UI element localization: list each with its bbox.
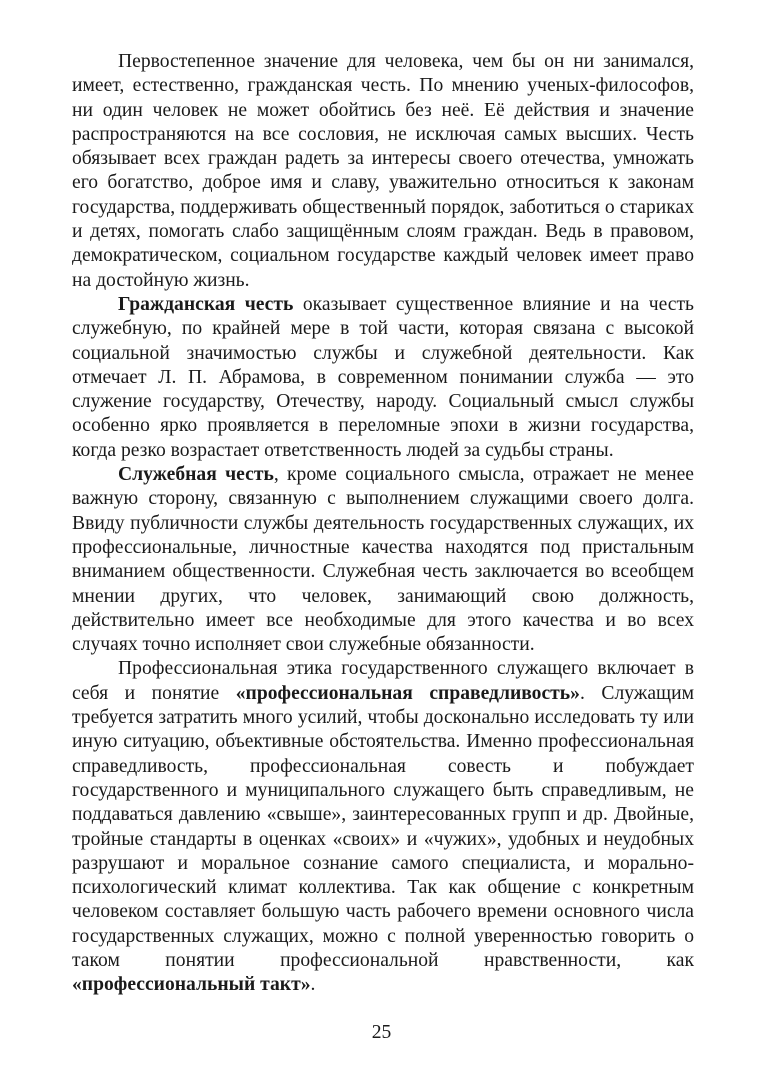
- paragraph-text: .: [310, 974, 316, 996]
- paragraph-text: . Служащим требуется затратить много усилий, чтобы досконально исследовать ту или иную ситуацию, объективные обстоятельства. Именно профессиональная справедливость, профессиональная совесть и побуждает государственного и муниципального служащего быть справедливым, не поддаваться давлению «свыше», заинтересованных групп и др. Двойные, тройные стандарты в оценках «своих» и «чужих», удобных и неудобных разрушают и моральное сознание самого специалиста, и морально-психологический климат коллектива. Так как общение с конкретным человеком составляет большую часть рабочего времени основного числа государственных служащих, можно с полной уверенностью говорить о таком понятии профессиональной нравственности, как: [72, 682, 694, 971]
- term-civic-honor: Гражданская честь: [118, 293, 294, 315]
- paragraph-text: , кроме социального смысла, отражает не менее важную сторону, связанную с выполнением служащими своего долга. Ввиду публичности службы деятельность государственных служащих, их профессиональные, личностные качества находятся под пристальным вниманием общественности. Служебная честь заключается во всеобщем мнении других, что человек, занимающий свою должность, действительно имеет все необходимые для этого качества и во всех случаях точно исполняет свои служебные обязанности.: [72, 464, 694, 656]
- paragraph-professional-justice: [72, 657, 694, 997]
- paragraph-civic-honor-intro: [72, 50, 694, 293]
- term-service-honor: Служебная честь: [118, 464, 274, 486]
- paragraph-text: оказывает существенное влияние и на честь служебную, по крайней мере в той части, которая связана с высокой социальной значимостью службы и служебной деятельности. Как отмечает Л. П. Абрамова, в современном понимании служба — это служение государству, Отечеству, народу. Социальный смысл службы особенно ярко проявляется в переломные эпохи в жизни государства, когда резко возрастает ответственность людей за судьбы страны.: [72, 293, 694, 461]
- page-number: 25: [371, 1022, 392, 1043]
- paragraph-text: Профессиональная этика государственного служащего включает в себя и понятие: [72, 658, 694, 704]
- page-body: [72, 50, 694, 998]
- paragraph-text: Первостепенное значение для человека, чем бы он ни занимался, имеет, естественно, гражданская честь. По мнению ученых-философов, ни один человек не может обойтись без неё. Её действия и значение распространяются на все сословия, не исключая самых высших. Честь обязывает всех граждан радеть за интересы своего отечества, умножать его богатство, доброе имя и славу, уважительно относиться к законам государства, поддерживать общественный порядок, заботиться о стариках и детях, помогать слабо защищённым слоям граждан. Ведь в правовом, демократическом, социальном государстве каждый человек имеет право на достойную жизнь.: [72, 51, 694, 291]
- paragraph-service-honor: [72, 463, 694, 657]
- paragraph-civic-honor: [72, 293, 694, 463]
- term-professional-justice: «профессиональная справедливость»: [235, 682, 580, 704]
- term-professional-tact: «профессиональный такт»: [72, 974, 311, 996]
